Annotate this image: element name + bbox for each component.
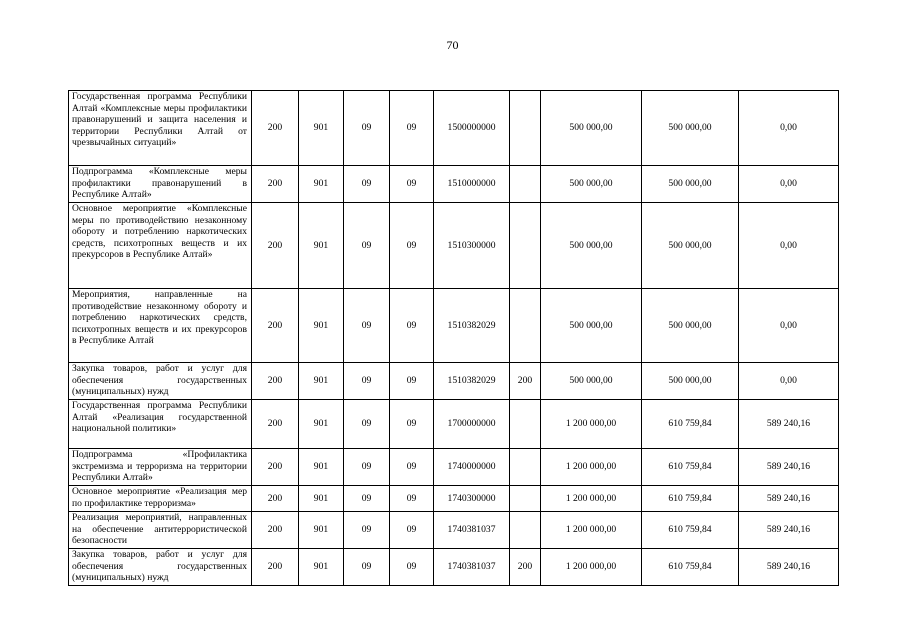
- table-row: [69, 166, 839, 203]
- amount-rest-cell: 589 240,16: [739, 486, 839, 512]
- code-type-cell: [510, 289, 541, 363]
- code-target-cell: 1500000000: [434, 91, 510, 166]
- code-ved-cell: 901: [299, 91, 344, 166]
- code-subsection-cell: 09: [390, 512, 434, 549]
- table-row: [69, 512, 839, 549]
- table-row: [69, 91, 839, 166]
- code-gr-cell: 200: [252, 449, 299, 486]
- amount-fact-cell: 500 000,00: [642, 203, 739, 289]
- row-name-cell: Закупка товаров, работ и услуг для обеспечения государственных (муниципальных) нужд: [69, 549, 252, 586]
- code-subsection-cell: 09: [390, 549, 434, 586]
- amount-plan-cell: 1 200 000,00: [541, 449, 642, 486]
- table-row: [69, 486, 839, 512]
- code-gr-cell: 200: [252, 549, 299, 586]
- row-name-cell: Подпрограмма «Комплексные меры профилактики правонарушений в Республике Алтай»: [69, 166, 252, 203]
- amount-rest-cell: 0,00: [739, 289, 839, 363]
- amount-plan-cell: 500 000,00: [541, 166, 642, 203]
- code-section-cell: 09: [344, 512, 390, 549]
- amount-rest-cell: 589 240,16: [739, 400, 839, 449]
- code-section-cell: 09: [344, 449, 390, 486]
- table-row: [69, 363, 839, 400]
- code-ved-cell: 901: [299, 512, 344, 549]
- code-type-cell: [510, 203, 541, 289]
- code-gr-cell: 200: [252, 486, 299, 512]
- amount-rest-cell: 589 240,16: [739, 549, 839, 586]
- amount-plan-cell: 500 000,00: [541, 363, 642, 400]
- code-target-cell: 1740381037: [434, 549, 510, 586]
- amount-rest-cell: 0,00: [739, 166, 839, 203]
- code-ved-cell: 901: [299, 549, 344, 586]
- table-row: [69, 203, 839, 289]
- code-section-cell: 09: [344, 289, 390, 363]
- code-ved-cell: 901: [299, 289, 344, 363]
- row-name-cell: Мероприятия, направленные на противодействие незаконному обороту и потреблению наркотических средств, психотропных веществ и их прекурсоров в Республике Алтай: [69, 289, 252, 363]
- code-section-cell: 09: [344, 549, 390, 586]
- code-ved-cell: 901: [299, 203, 344, 289]
- code-ved-cell: 901: [299, 486, 344, 512]
- code-ved-cell: 901: [299, 363, 344, 400]
- code-type-cell: 200: [510, 549, 541, 586]
- code-gr-cell: 200: [252, 400, 299, 449]
- amount-plan-cell: 500 000,00: [541, 203, 642, 289]
- row-name-cell: Закупка товаров, работ и услуг для обеспечения государственных (муниципальных) нужд: [69, 363, 252, 400]
- code-target-cell: 1510382029: [434, 363, 510, 400]
- code-section-cell: 09: [344, 91, 390, 166]
- amount-fact-cell: 500 000,00: [642, 363, 739, 400]
- amount-fact-cell: 610 759,84: [642, 512, 739, 549]
- amount-plan-cell: 1 200 000,00: [541, 486, 642, 512]
- amount-plan-cell: 1 200 000,00: [541, 549, 642, 586]
- amount-fact-cell: 610 759,84: [642, 549, 739, 586]
- code-type-cell: [510, 91, 541, 166]
- table-row: [69, 449, 839, 486]
- code-ved-cell: 901: [299, 449, 344, 486]
- table-row: [69, 289, 839, 363]
- code-type-cell: [510, 486, 541, 512]
- code-target-cell: 1740300000: [434, 486, 510, 512]
- code-subsection-cell: 09: [390, 203, 434, 289]
- code-subsection-cell: 09: [390, 91, 434, 166]
- table-body: [69, 91, 839, 586]
- code-target-cell: 1740381037: [434, 512, 510, 549]
- code-target-cell: 1510000000: [434, 166, 510, 203]
- code-subsection-cell: 09: [390, 166, 434, 203]
- row-name-cell: Основное мероприятие «Реализация мер по профилактике терроризма»: [69, 486, 252, 512]
- code-subsection-cell: 09: [390, 400, 434, 449]
- amount-fact-cell: 610 759,84: [642, 400, 739, 449]
- amount-plan-cell: 1 200 000,00: [541, 512, 642, 549]
- code-ved-cell: 901: [299, 166, 344, 203]
- table-row: [69, 549, 839, 586]
- table-row: [69, 400, 839, 449]
- code-gr-cell: 200: [252, 363, 299, 400]
- code-target-cell: 1740000000: [434, 449, 510, 486]
- amount-fact-cell: 610 759,84: [642, 449, 739, 486]
- code-gr-cell: 200: [252, 166, 299, 203]
- code-section-cell: 09: [344, 166, 390, 203]
- amount-fact-cell: 610 759,84: [642, 486, 739, 512]
- code-type-cell: [510, 400, 541, 449]
- code-gr-cell: 200: [252, 203, 299, 289]
- code-type-cell: [510, 166, 541, 203]
- code-type-cell: [510, 449, 541, 486]
- code-gr-cell: 200: [252, 289, 299, 363]
- amount-rest-cell: 0,00: [739, 363, 839, 400]
- code-target-cell: 1510300000: [434, 203, 510, 289]
- code-section-cell: 09: [344, 400, 390, 449]
- code-ved-cell: 901: [299, 400, 344, 449]
- amount-plan-cell: 1 200 000,00: [541, 400, 642, 449]
- amount-fact-cell: 500 000,00: [642, 166, 739, 203]
- code-type-cell: 200: [510, 363, 541, 400]
- code-section-cell: 09: [344, 363, 390, 400]
- code-section-cell: 09: [344, 486, 390, 512]
- amount-fact-cell: 500 000,00: [642, 289, 739, 363]
- budget-table: [68, 90, 839, 586]
- amount-rest-cell: 589 240,16: [739, 512, 839, 549]
- amount-rest-cell: 0,00: [739, 91, 839, 166]
- code-gr-cell: 200: [252, 512, 299, 549]
- code-gr-cell: 200: [252, 91, 299, 166]
- amount-plan-cell: 500 000,00: [541, 289, 642, 363]
- page-number: 70: [446, 38, 459, 52]
- code-section-cell: 09: [344, 203, 390, 289]
- amount-rest-cell: 0,00: [739, 203, 839, 289]
- code-subsection-cell: 09: [390, 449, 434, 486]
- amount-fact-cell: 500 000,00: [642, 91, 739, 166]
- code-target-cell: 1510382029: [434, 289, 510, 363]
- code-type-cell: [510, 512, 541, 549]
- row-name-cell: Подпрограмма «Профилактика экстремизма и терроризма на территории Республики Алтай»: [69, 449, 252, 486]
- amount-plan-cell: 500 000,00: [541, 91, 642, 166]
- amount-rest-cell: 589 240,16: [739, 449, 839, 486]
- code-subsection-cell: 09: [390, 363, 434, 400]
- code-subsection-cell: 09: [390, 486, 434, 512]
- row-name-cell: Основное мероприятие «Комплексные меры по противодействию незаконному обороту и потреблению наркотических средств, психотропных веществ и их прекурсоров в Республике Алтай»: [69, 203, 252, 289]
- code-target-cell: 1700000000: [434, 400, 510, 449]
- row-name-cell: Реализация мероприятий, направленных на обеспечение антитеррористической безопасности: [69, 512, 252, 549]
- row-name-cell: Государственная программа Республики Алтай «Комплексные меры профилактики правонарушений и защита населения и территории Республики Алтай от чрезвычайных ситуаций»: [69, 91, 252, 166]
- code-subsection-cell: 09: [390, 289, 434, 363]
- row-name-cell: Государственная программа Республики Алтай «Реализация государственной национальной политики»: [69, 400, 252, 449]
